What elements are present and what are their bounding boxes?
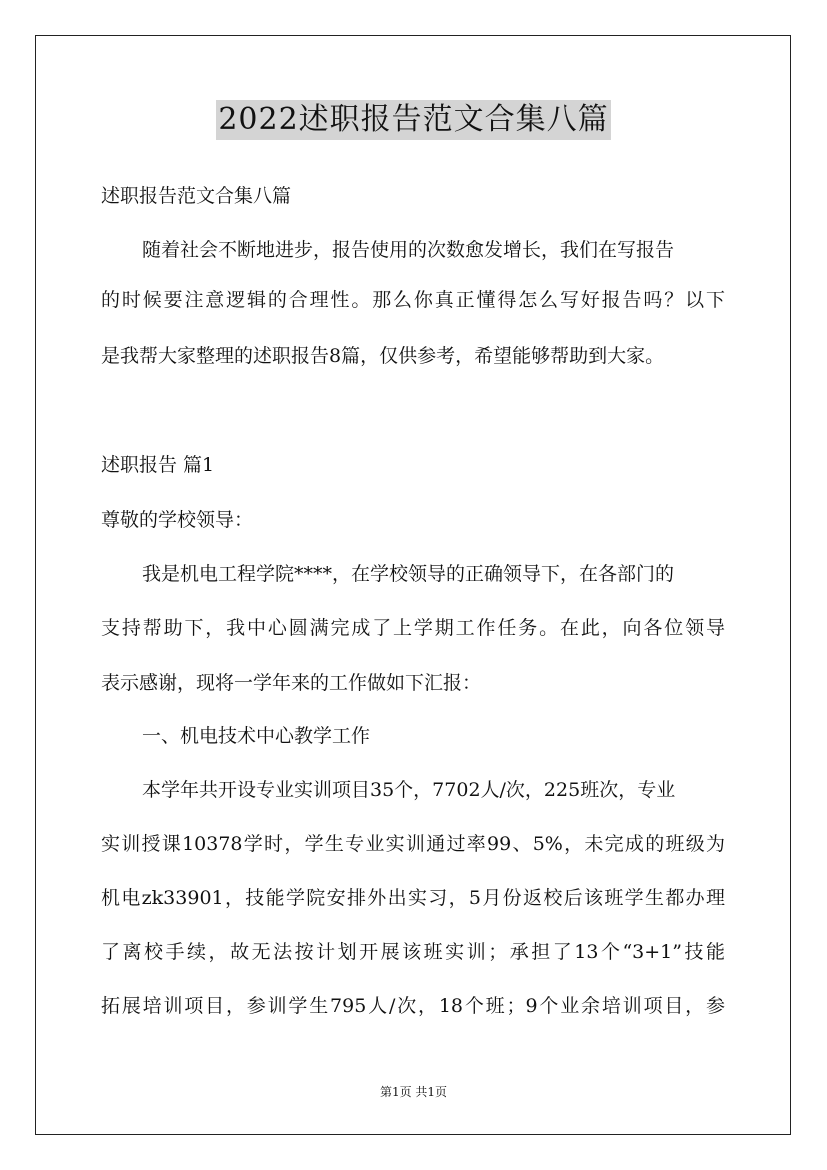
intro-line-3: 是我帮大家整理的述职报告8篇，仅供参考，希望能够帮助到大家。 (101, 345, 665, 367)
section-heading: 述职报告 篇1 (101, 454, 215, 476)
para2-line-3: 机电zk33901，技能学院安排外出实习，5月份返校后该班学生都办理 (101, 887, 725, 909)
document-title: 2022述职报告范文合集八篇 (216, 100, 610, 140)
para2-line-4: 了离校手续，故无法按计划开展该班实训；承担了13个“3+1”技能 (101, 941, 725, 963)
para1-line-3: 表示感谢，现将一学年来的工作做如下汇报： (101, 672, 482, 694)
page-footer: 第1页 共1页 (379, 1085, 448, 1099)
para2-line-5: 拓展培训项目，参训学生795人/次，18个班；9个业余培训项目，参 (101, 995, 725, 1017)
intro-line-2: 的时候要注意逻辑的合理性。那么你真正懂得怎么写好报告吗？以下 (101, 289, 725, 311)
para1-line-2: 支持帮助下，我中心圆满完成了上学期工作任务。在此，向各位领导 (101, 617, 725, 639)
para1-line-1: 我是机电工程学院****，在学校领导的正确领导下，在各部门的 (142, 563, 675, 585)
salutation: 尊敬的学校领导： (101, 509, 254, 531)
para2-line-2: 实训授课10378学时，学生专业实训通过率99、5%，未完成的班级为 (101, 833, 725, 855)
title-container (0, 100, 827, 140)
document-subtitle: 述职报告范文合集八篇 (101, 185, 292, 207)
intro-line-1: 随着社会不断地进步，报告使用的次数愈发增长，我们在写报告 (142, 239, 675, 261)
subheading: 一、机电技术中心教学工作 (142, 725, 371, 747)
para2-line-1: 本学年共开设专业实训项目35个，7702人/次，225班次，专业 (142, 779, 676, 801)
